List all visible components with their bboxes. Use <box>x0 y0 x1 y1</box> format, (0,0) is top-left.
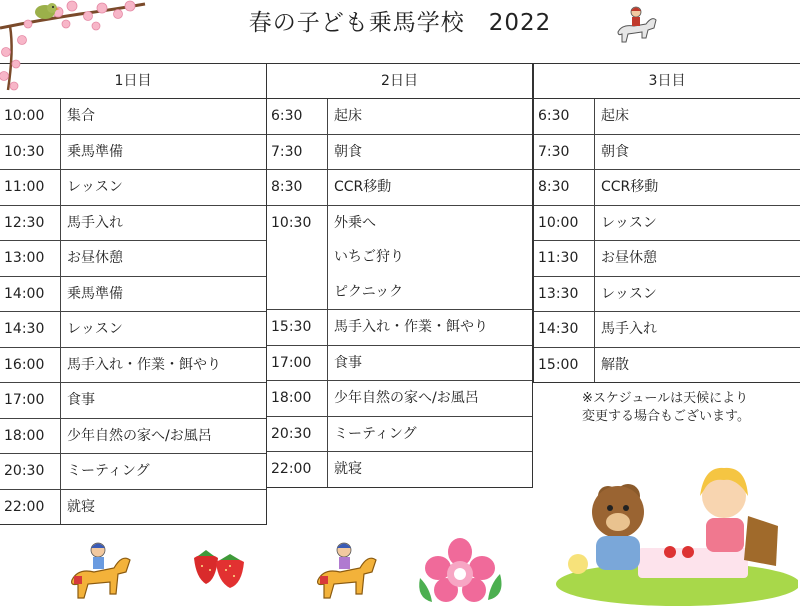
schedule-row <box>0 241 266 277</box>
schedule-row <box>534 277 800 313</box>
day-3-header: 3日目 <box>534 64 800 99</box>
schedule-row <box>267 452 532 487</box>
schedule-activity: 馬手入れ・作業・餌やり <box>67 356 221 373</box>
bird-icon <box>30 0 60 22</box>
day-1-schedule <box>0 63 267 525</box>
schedule-activity: お昼休憩 <box>601 250 657 266</box>
schedule-activity: 馬手入れ・作業・餌やり <box>334 319 488 335</box>
schedule-time: 15:00 <box>534 348 595 383</box>
schedule-activity: 少年自然の家へ/お風呂 <box>67 427 212 444</box>
day-2-header: 2日目 <box>267 64 532 99</box>
schedule-time: 10:30 <box>267 206 328 241</box>
horse-rider-icon <box>612 4 660 48</box>
schedule-activity: 就寝 <box>67 498 95 515</box>
schedule-time: 8:30 <box>534 170 595 205</box>
schedule-activity: 集合 <box>67 108 95 124</box>
schedule-activity: 乗馬準備 <box>67 285 123 302</box>
schedule-activity: 外乗へ <box>334 214 376 231</box>
schedule-row <box>0 206 266 242</box>
schedule-time: 14:30 <box>0 312 61 347</box>
schedule-time: 17:00 <box>267 346 328 381</box>
schedule-activity: ミーティング <box>67 463 150 479</box>
horse-rider-icon <box>310 540 382 606</box>
schedule-activity: 就寝 <box>334 461 362 477</box>
schedule-activity: CCR移動 <box>334 179 392 195</box>
schedule-activity: 起床 <box>601 108 629 124</box>
schedule-row <box>0 383 266 419</box>
schedule-time: 11:30 <box>534 241 595 276</box>
schedule-activity: ピクニック <box>334 283 404 300</box>
schedule-row <box>0 454 266 490</box>
schedule-row <box>267 240 532 275</box>
schedule-time: 20:30 <box>0 454 61 489</box>
schedule-row <box>267 170 532 206</box>
schedule-time: 6:30 <box>267 99 328 134</box>
sakura-flower-icon <box>414 538 506 606</box>
schedule-row <box>267 99 532 135</box>
schedule-time: 22:00 <box>267 452 328 487</box>
day-2-schedule <box>266 63 533 488</box>
schedule-row <box>534 170 800 206</box>
schedule-time: 10:30 <box>0 135 61 170</box>
schedule-time: 6:30 <box>534 99 595 134</box>
page-title: 春の子ども乗馬学校 2022 <box>248 10 552 36</box>
schedule-row <box>0 135 266 171</box>
schedule-row <box>0 99 266 135</box>
schedule-row <box>267 381 532 417</box>
schedule-row <box>0 170 266 206</box>
schedule-activity: 馬手入れ <box>67 214 123 231</box>
schedule-activity: レッスン <box>601 214 657 231</box>
schedule-time: 14:30 <box>534 312 595 347</box>
schedule-activity: レッスン <box>67 179 123 195</box>
schedule-activity: 馬手入れ <box>601 321 657 337</box>
schedule-row <box>267 206 532 241</box>
schedule-activity: 起床 <box>334 108 362 124</box>
cherry-blossom-branch-icon <box>0 0 150 96</box>
schedule-row <box>534 312 800 348</box>
schedule-activity: いちご狩り <box>334 249 404 265</box>
schedule-time: 7:30 <box>267 135 328 170</box>
schedule-activity: 朝食 <box>601 143 629 160</box>
schedule-activity: レッスン <box>67 321 123 337</box>
schedule-row <box>534 206 800 242</box>
schedule-row <box>534 135 800 171</box>
day-1-header: 1日目 <box>0 64 266 99</box>
schedule-time: 10:00 <box>0 99 61 134</box>
schedule-time: 17:00 <box>0 383 61 418</box>
horse-rider-icon <box>64 540 136 606</box>
schedule-activity: 食事 <box>67 392 95 408</box>
schedule-activity: 解散 <box>601 356 629 373</box>
schedule-time: 15:30 <box>267 310 328 345</box>
schedule-row <box>0 312 266 348</box>
schedule-activity: レッスン <box>601 285 657 302</box>
schedule-row <box>534 241 800 277</box>
schedule-row <box>267 275 532 311</box>
schedule-time: 18:00 <box>0 419 61 454</box>
schedule-row <box>267 135 532 171</box>
schedule-row <box>267 310 532 346</box>
schedule-row <box>534 99 800 135</box>
note-line-1: ※スケジュールは天候により <box>582 391 749 406</box>
schedule-activity: 食事 <box>334 354 362 371</box>
schedule-time: 22:00 <box>0 490 61 525</box>
schedule-time: 16:00 <box>0 348 61 383</box>
schedule-row <box>0 490 266 525</box>
schedule-row <box>0 348 266 384</box>
schedule-activity: 少年自然の家へ/お風呂 <box>334 390 479 406</box>
note-line-2: 変更する場合もございます。 <box>582 409 750 424</box>
schedule-time: 20:30 <box>267 417 328 452</box>
schedule-row <box>267 417 532 453</box>
schedule-row <box>267 346 532 382</box>
schedule-row <box>0 419 266 455</box>
schedule-time: 14:00 <box>0 277 61 312</box>
schedule-time: 12:30 <box>0 206 61 241</box>
schedule-time <box>267 240 328 275</box>
schedule-time: 7:30 <box>534 135 595 170</box>
schedule-time <box>267 275 328 310</box>
schedule-activity: 乗馬準備 <box>67 143 123 160</box>
schedule-time: 13:30 <box>534 277 595 312</box>
schedule-time: 11:00 <box>0 170 61 205</box>
schedule-note <box>582 390 792 426</box>
schedule-row <box>0 277 266 313</box>
schedule-row <box>534 348 800 383</box>
schedule-activity: ミーティング <box>334 425 417 442</box>
strawberries-icon <box>190 544 248 590</box>
schedule-time: 13:00 <box>0 241 61 276</box>
schedule-activity: CCR移動 <box>601 179 659 195</box>
schedule-time: 10:00 <box>534 206 595 241</box>
schedule-activity: 朝食 <box>334 143 362 160</box>
schedule-time: 18:00 <box>267 381 328 416</box>
bear-picnic-icon <box>548 456 798 606</box>
schedule-time: 8:30 <box>267 170 328 205</box>
day-3-schedule <box>533 63 800 383</box>
schedule-activity: お昼休憩 <box>67 250 123 266</box>
